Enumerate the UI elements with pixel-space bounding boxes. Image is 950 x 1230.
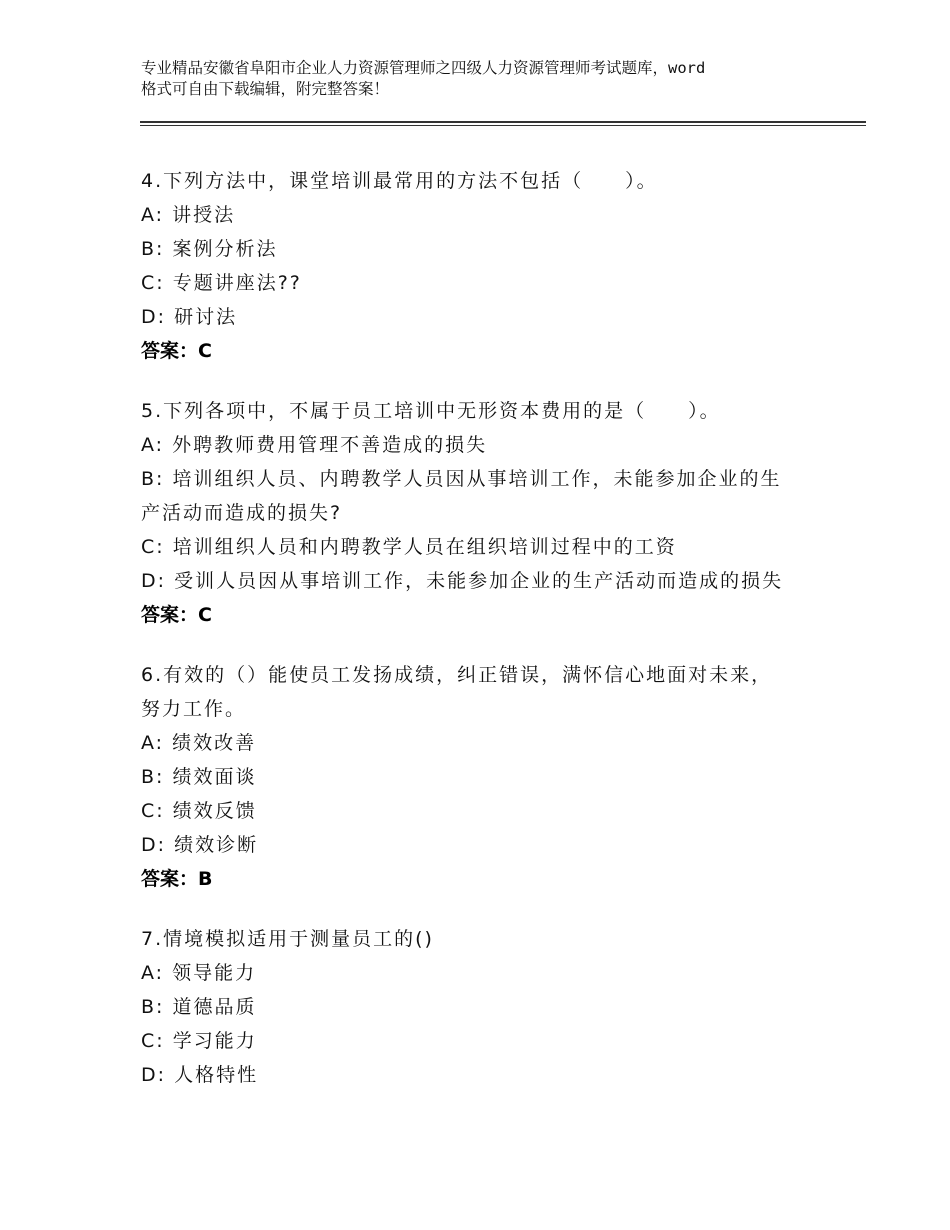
option-c: C: 培训组织人员和内聘教学人员在组织培训过程中的工资: [141, 536, 677, 558]
header-line-2: 格式可自由下载编辑，附完整答案！: [141, 80, 390, 98]
header-line-1: 专业精品安徽省阜阳市企业人力资源管理师之四级人力资源管理师考试题库，word: [141, 59, 706, 77]
document-header: [141, 58, 831, 100]
option-d: D: 受训人员因从事培训工作，未能参加企业的生产活动而造成的损失: [141, 570, 784, 592]
question-stem: 6.有效的（）能使员工发扬成绩，纠正错误，满怀信心地面对未来，: [141, 664, 773, 686]
question-stem: 4.下列方法中，课堂培训最常用的方法不包括（ ）。: [141, 170, 658, 192]
option-b-continued: 产活动而造成的损失?: [141, 502, 343, 524]
question-7: [141, 922, 831, 1092]
option-c: C: 绩效反馈: [141, 800, 257, 822]
question-stem-continued: 努力工作。: [141, 698, 247, 720]
question-list: [141, 164, 831, 1118]
answer-label: 答案：C: [141, 340, 212, 362]
answer-label: 答案：B: [141, 868, 213, 890]
option-b: B: 培训组织人员、内聘教学人员因从事培训工作，未能参加企业的生: [141, 468, 782, 490]
question-stem: 7.情境模拟适用于测量员工的(): [141, 928, 434, 950]
question-6: [141, 658, 831, 896]
option-c: C: 学习能力: [141, 1030, 257, 1052]
option-d: D: 绩效诊断: [141, 834, 259, 856]
header-rule-thin: [140, 125, 866, 126]
answer-label: 答案：C: [141, 604, 212, 626]
option-d: D: 人格特性: [141, 1064, 259, 1086]
option-c: C: 专题讲座法??: [141, 272, 302, 294]
question-5: [141, 394, 831, 632]
option-a: A: 外聘教师费用管理不善造成的损失: [141, 434, 488, 456]
option-b: B: 绩效面谈: [141, 766, 257, 788]
option-d: D: 研讨法: [141, 306, 238, 328]
option-b: B: 案例分析法: [141, 238, 278, 260]
option-a: A: 讲授法: [141, 204, 236, 226]
question-4: [141, 164, 831, 368]
option-a: A: 领导能力: [141, 962, 257, 984]
question-stem: 5.下列各项中，不属于员工培训中无形资本费用的是（ ）。: [141, 400, 721, 422]
option-b: B: 道德品质: [141, 996, 257, 1018]
option-a: A: 绩效改善: [141, 732, 257, 754]
header-rule-thick: [140, 121, 866, 123]
